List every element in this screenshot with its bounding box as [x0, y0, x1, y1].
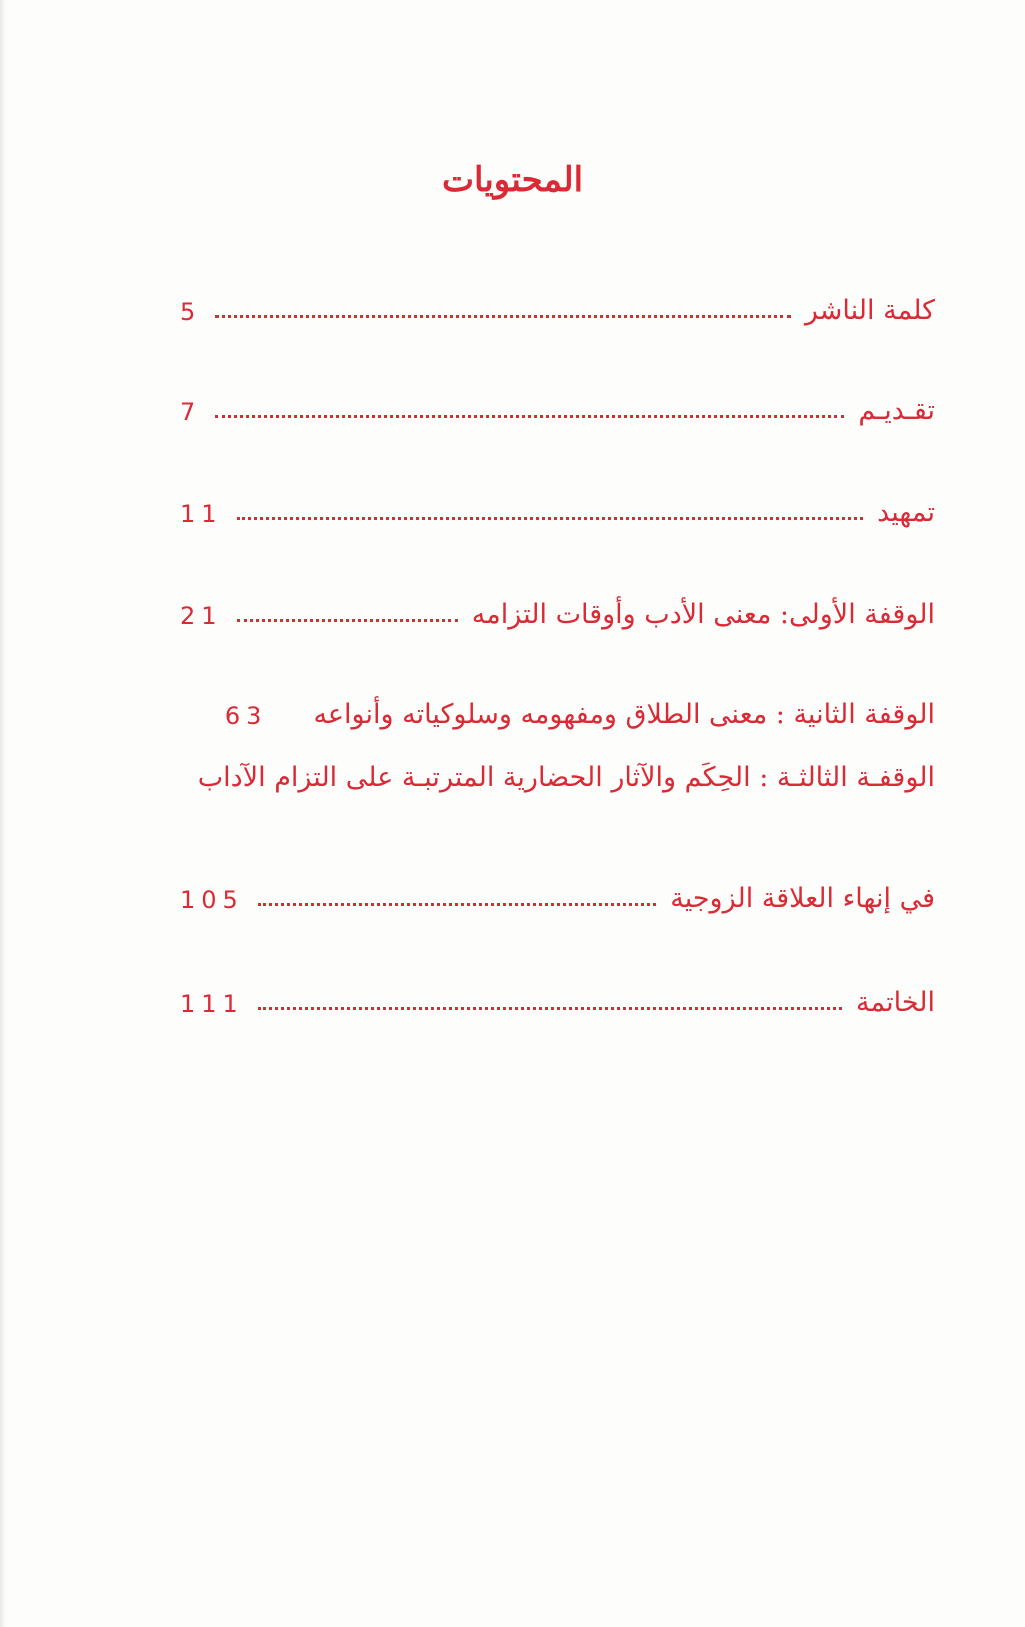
toc-entry-page: 5 — [180, 297, 202, 326]
toc-entry-chapter-three-title: الوقفـة الثالثـة : الحِكَم والآثار الحضارية المترتبـة على التزام الآداب — [197, 762, 935, 793]
toc-entry-label: الوقفة الثانية : معنى الطلاق ومفهومه وسلوكياته وأنواعه — [313, 699, 935, 731]
dot-leader — [258, 1007, 842, 1010]
toc-entry-label: تقـديـم — [858, 395, 935, 427]
toc-entry-label: في إنهاء العلاقة الزوجية — [670, 883, 935, 915]
dot-leader — [215, 315, 791, 318]
toc-entry-page: 11 — [180, 499, 223, 528]
page-title: المحتويات — [441, 160, 584, 200]
toc-entry-label: كلمة الناشر — [804, 295, 935, 327]
toc-entry-chapter-two — [180, 672, 935, 732]
toc-entry-label: الخاتمة — [856, 987, 935, 1019]
dot-leader — [258, 903, 656, 906]
toc-entry-conclusion — [180, 960, 935, 1020]
toc-entry-label: الوقفة الأولى: معنى الأدب وأوقات التزامه — [471, 599, 935, 631]
toc-entry-page: 21 — [180, 601, 223, 630]
toc-entry-page: 7 — [180, 397, 202, 426]
toc-entry-introduction — [180, 368, 935, 428]
toc-entry-publisher-note — [180, 268, 935, 328]
toc-entry-label: تمهيد — [877, 497, 935, 529]
toc-entry-page: 63 — [224, 701, 268, 730]
toc-entry-preface — [180, 470, 935, 530]
dot-leader — [237, 619, 458, 622]
dot-leader — [237, 517, 864, 520]
toc-entry-page: 105 — [180, 885, 244, 914]
toc-entry-chapter-three — [180, 856, 935, 916]
toc-entry-chapter-one — [180, 572, 935, 632]
dot-leader — [215, 415, 844, 418]
toc-entry-page: 111 — [180, 989, 244, 1018]
